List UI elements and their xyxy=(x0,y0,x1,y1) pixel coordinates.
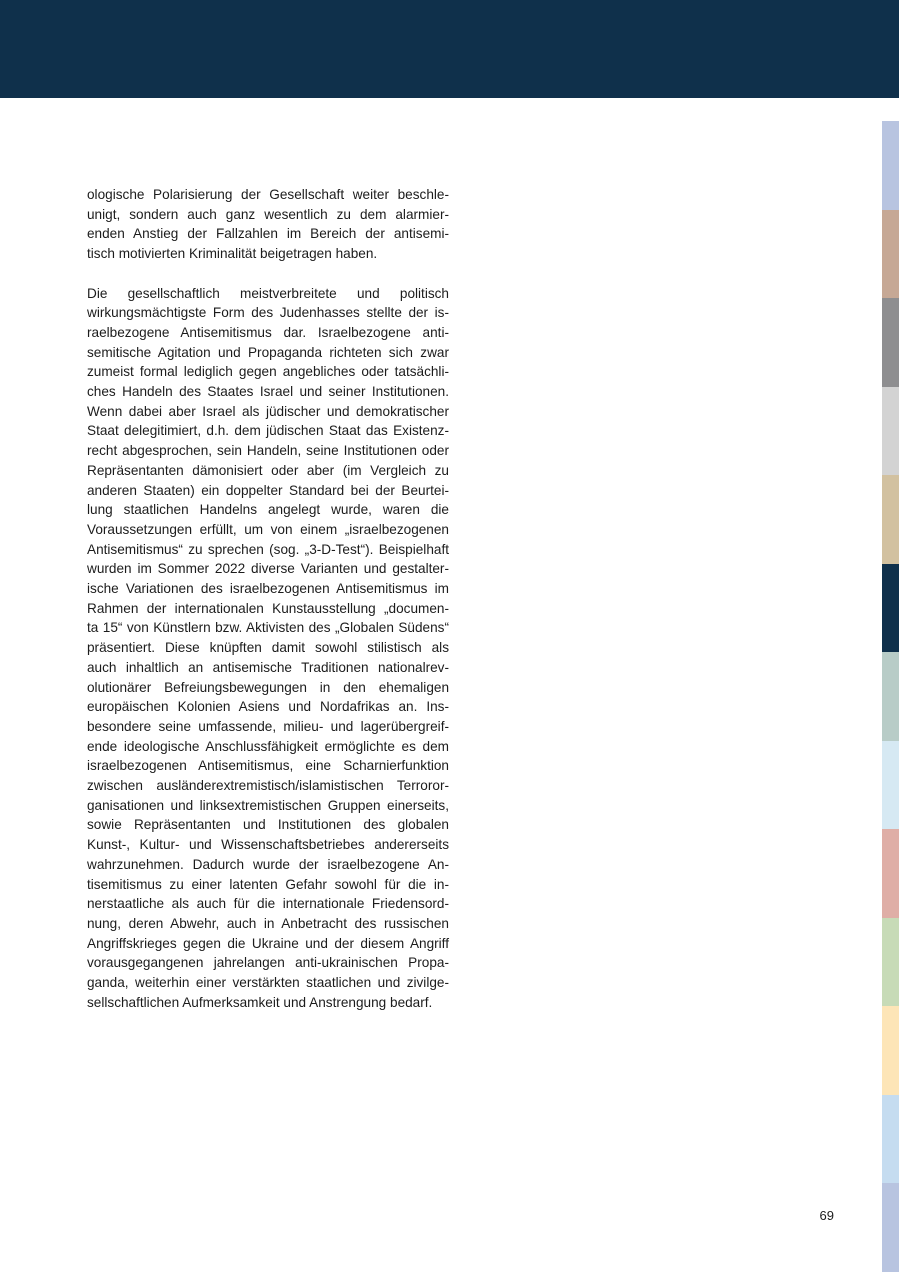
chapter-tab xyxy=(882,829,899,918)
text-line: sowie Repräsentanten und Institutionen des globalen xyxy=(87,817,449,833)
text-line: wahrzunehmen. Dadurch wurde der israelbezogene An- xyxy=(87,856,449,872)
text-line: ta 15“ von Künstlern bzw. Aktivisten des „Globalen Südens“ xyxy=(87,620,449,636)
text-line: ende ideologische Anschlussfähigkeit ermöglichte es dem xyxy=(87,738,449,754)
chapter-tab xyxy=(882,741,899,830)
text-line: olutionärer Befreiungsbewegungen in den ehemaligen xyxy=(87,679,449,695)
text-line: Wenn dabei aber Israel als jüdischer und demokratischer xyxy=(87,403,449,419)
text-line: ganisationen und linksextremistischen Gruppen einerseits, xyxy=(87,797,449,813)
body-text xyxy=(87,185,449,1013)
text-line: vorausgegangenen jahrelangen anti-ukrainischen Propa- xyxy=(87,955,449,971)
text-line: europäischen Kolonien Asiens und Nordafrikas an. Ins- xyxy=(87,699,449,715)
text-line: Antisemitismus“ zu sprechen (sog. „3-D-Test“). Beispielhaft xyxy=(87,541,449,557)
chapter-tab xyxy=(882,298,899,387)
text-line: enden Anstieg der Fallzahlen im Bereich der antisemi- xyxy=(87,226,449,242)
text-line: nung, deren Abwehr, auch in Anbetracht des russischen xyxy=(87,916,449,931)
text-line: anderen Staaten) ein doppelter Standard bei der Beurtei- xyxy=(87,482,449,498)
text-line: semitische Agitation und Propaganda richteten sich zwar xyxy=(87,344,449,360)
chapter-tab xyxy=(882,1006,899,1095)
text-line: präsentiert. Diese knüpften damit sowohl stilistisch als xyxy=(87,640,449,656)
chapter-tab xyxy=(882,210,899,299)
text-line: nerstaatliche als auch für die internationale Friedensord- xyxy=(87,896,449,912)
paragraph xyxy=(87,185,449,264)
chapter-tab xyxy=(882,121,899,210)
text-line: besondere seine umfassende, milieu- und lagerübergreif- xyxy=(87,718,449,734)
text-line: zumeist formal lediglich gegen angebliches oder tatsächli- xyxy=(87,364,449,380)
text-line: Voraussetzungen erfüllt, um von einem „israelbezogenen xyxy=(87,521,449,537)
paragraph xyxy=(87,284,449,1013)
text-line: Angriffskrieges gegen die Ukraine und der diesem Angriff xyxy=(87,935,449,951)
text-line: Rahmen der internationalen Kunstausstellung „documen- xyxy=(87,600,449,616)
text-line: lung staatlichen Handelns angelegt wurde, waren die xyxy=(87,502,449,518)
text-line: recht abgesprochen, sein Handeln, seine Institutionen oder xyxy=(87,443,449,459)
paragraph-gap xyxy=(87,264,449,284)
page-number: 69 xyxy=(819,1208,834,1223)
text-line: Die gesellschaftlich meistverbreitete und politisch xyxy=(87,285,449,301)
text-line: Staat delegitimiert, d.h. dem jüdischen Staat das Existenz- xyxy=(87,423,449,439)
chapter-tab xyxy=(882,652,899,741)
text-line: ische Variationen des israelbezogenen Antisemitismus im xyxy=(87,581,449,597)
text-line: israelbezogenen Antisemitismus, eine Scharnierfunktion xyxy=(87,758,449,774)
text-line: zwischen ausländerextremistisch/islamistischen Terroror- xyxy=(87,778,449,794)
chapter-tab-active xyxy=(882,564,899,653)
text-line: ches Handeln des Staates Israel und seiner Institutionen. xyxy=(87,384,449,400)
chapter-tab xyxy=(882,1095,899,1184)
chapter-tabs xyxy=(882,121,899,1272)
text-line: unigt, sondern auch ganz wesentlich zu dem alarmier- xyxy=(87,206,449,222)
text-line: tisch motivierten Kriminalität beigetragen haben. xyxy=(87,246,378,262)
text-line: auch inhaltlich an antisemische Traditionen nationalrev- xyxy=(87,659,449,675)
chapter-tab xyxy=(882,387,899,476)
text-line: raelbezogene Antisemitismus dar. Israelbezogene anti- xyxy=(87,324,449,340)
text-line: tisemitismus zu einer latenten Gefahr sowohl für die in- xyxy=(87,876,449,892)
text-line: sellschaftlichen Aufmerksamkeit und Anstrengung bedarf. xyxy=(87,994,433,1010)
header-band xyxy=(0,0,899,98)
chapter-tab xyxy=(882,475,899,564)
text-line: Repräsentanten dämonisiert oder aber (im Vergleich zu xyxy=(87,462,449,478)
chapter-tab xyxy=(882,1183,899,1272)
text-line: Kunst-, Kultur- und Wissenschaftsbetriebes andererseits xyxy=(87,837,449,853)
text-line: wirkungsmächtigste Form des Judenhasses stellte der is- xyxy=(87,305,449,321)
text-line: ganda, weiterhin einer verstärkten staatlichen und zivilge- xyxy=(87,975,449,991)
text-line: ologische Polarisierung der Gesellschaft weiter beschle- xyxy=(87,187,449,202)
chapter-tab xyxy=(882,918,899,1007)
text-line: wurden im Sommer 2022 diverse Varianten und gestalter- xyxy=(87,561,449,577)
